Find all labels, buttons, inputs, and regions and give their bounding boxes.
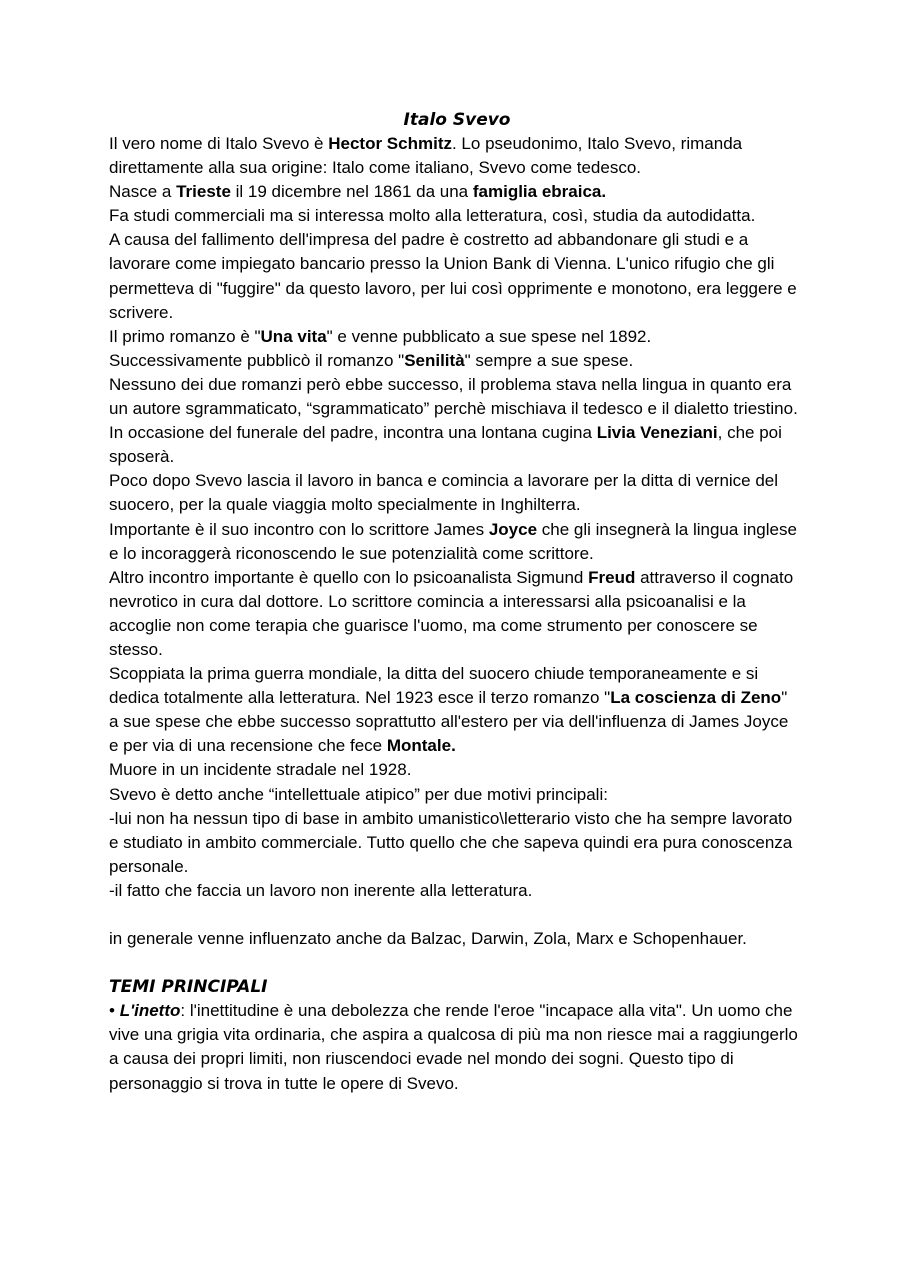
text-run: Poco dopo Svevo lascia il lavoro in banca e comincia a lavorare per la ditta di vernice del suocero, per la quale viaggia molto specialmente in Inghilterra. — [109, 471, 779, 515]
emphasized-text: Hector Schmitz — [328, 134, 452, 153]
text-run: In occasione del funerale del padre, incontra una lontana cugina — [109, 423, 597, 443]
text-run: A causa del fallimento dell'impresa del padre è costretto ad abbandonare gli studi e a lavorare come impiegato bancario presso la Union Bank di Vienna. L'unico rifugio che gli permetteva di "fuggire" da questo lavoro, per lui così opprimente e monotono, era leggere e scrivere. — [109, 230, 797, 322]
blank-line — [109, 951, 799, 975]
text-run: Nessuno dei due romanzi però ebbe successo, il problema stava nella lingua in quanto era un autore sgrammaticato, “sgrammaticato” perchè mischiava il tedesco e il dialetto triestino. — [109, 374, 798, 419]
text-run: Importante è il suo incontro con lo scrittore James — [109, 519, 489, 539]
paragraph — [109, 999, 799, 1095]
text-run: Muore in un incidente stradale nel 1928. — [109, 760, 412, 780]
emphasized-text: L'inetto — [119, 1001, 181, 1021]
paragraph — [109, 783, 799, 807]
text-run: -lui non ha nessun tipo di base in ambito umanistico\letterario visto che ha sempre lavorato e studiato in ambito commerciale. Tutto quello che che sapeva quindi era pura conoscenza personale. — [109, 808, 793, 876]
emphasized-text: Joyce — [488, 519, 538, 539]
emphasized-text: Senilità — [404, 350, 465, 370]
text-run: -il fatto che faccia un lavoro non inerente alla letteratura. — [109, 880, 533, 900]
paragraph — [109, 518, 799, 566]
paragraph — [109, 879, 799, 903]
text-run: • — [109, 1001, 120, 1021]
text-run: Nasce a — [109, 182, 177, 202]
text-run: Fa studi commerciali ma si interessa molto alla letteratura, così, studia da autodidatta. — [109, 206, 756, 226]
text-run: Scoppiata la prima guerra mondiale, la ditta del suocero chiude temporaneamente e si dedica totalmente alla letteratura. Nel 1923 esce il terzo romanzo " — [109, 664, 759, 708]
paragraph — [109, 373, 799, 421]
document-title: Italo Svevo — [403, 110, 511, 130]
text-run: il 19 dicembre nel 1861 da una — [230, 182, 473, 202]
document-body — [109, 108, 799, 1096]
text-run: Successivamente pubblicò il romanzo " — [109, 350, 405, 370]
biography-section — [109, 132, 799, 975]
text-run: , che poi sposerà. — [109, 423, 782, 467]
text-run: che gli insegnerà la lingua inglese e lo incoraggerà riconoscendo le sue potenzialità come scrittore. — [109, 519, 797, 563]
paragraph — [109, 807, 799, 879]
emphasized-text: Trieste — [176, 182, 231, 202]
text-run: Altro incontro importante è quello con lo psicoanalista Sigmund — [109, 567, 589, 587]
paragraph — [109, 204, 799, 228]
emphasized-text: Una vita — [260, 326, 327, 346]
text-run: attraverso il cognato nevrotico in cura dal dottore. Lo scrittore comincia a interessarsi alla psicoanalisi e la accoglie non come terapia che guarisce l'uomo, ma come strumento per conoscere se stesso. — [109, 567, 794, 659]
emphasized-text: Freud — [588, 567, 636, 587]
text-run: " sempre a sue spese. — [464, 350, 634, 370]
paragraph — [109, 228, 799, 324]
paragraph — [109, 469, 799, 517]
blank-line — [109, 903, 799, 927]
text-run: in generale venne influenzato anche da Balzac, Darwin, Zola, Marx e Schopenhauer. — [109, 929, 747, 949]
paragraph — [109, 421, 799, 469]
emphasized-text: La coscienza di Zeno — [610, 688, 782, 708]
paragraph — [109, 325, 799, 349]
text-run: : l'inettitudine è una debolezza che rende l'eroe "incapace alla vita". Un uomo che vive una grigia vita ordinaria, che aspira a qualcosa di più ma non riesce mai a raggiungerlo a causa dei propri limiti, non riuscendoci evade nel mondo dei sogni. Questo tipo di personaggio si trova in tutte le opere di Svevo. — [109, 1001, 798, 1093]
text-run: " a sue spese che ebbe successo soprattutto all'estero per via dell'influenza di James Joyce e per via di una recensione che fece — [109, 688, 789, 756]
emphasized-text: Livia Veneziani — [596, 423, 718, 443]
paragraph — [109, 349, 799, 373]
text-run: " e venne pubblicato a sue spese nel 1892. — [326, 326, 652, 346]
paragraph — [109, 180, 799, 204]
paragraph — [109, 662, 799, 758]
text-run: Svevo è detto anche “intellettuale atipico” per due motivi principali: — [109, 784, 608, 804]
emphasized-text: famiglia ebraica. — [472, 182, 607, 202]
section-heading: TEMI PRINCIPALI — [109, 977, 268, 998]
themes-section — [109, 999, 799, 1095]
paragraph — [109, 132, 799, 180]
paragraph — [109, 566, 799, 662]
text-run: . Lo pseudonimo, Italo Svevo, rimanda direttamente alla sua origine: Italo come italiano, Svevo come tedesco. — [109, 134, 743, 178]
paragraph — [109, 758, 799, 782]
paragraph — [109, 927, 799, 951]
emphasized-text: Montale. — [386, 736, 456, 756]
text-run: Il vero nome di Italo Svevo è — [109, 134, 329, 153]
text-run: Il primo romanzo è " — [109, 326, 261, 346]
